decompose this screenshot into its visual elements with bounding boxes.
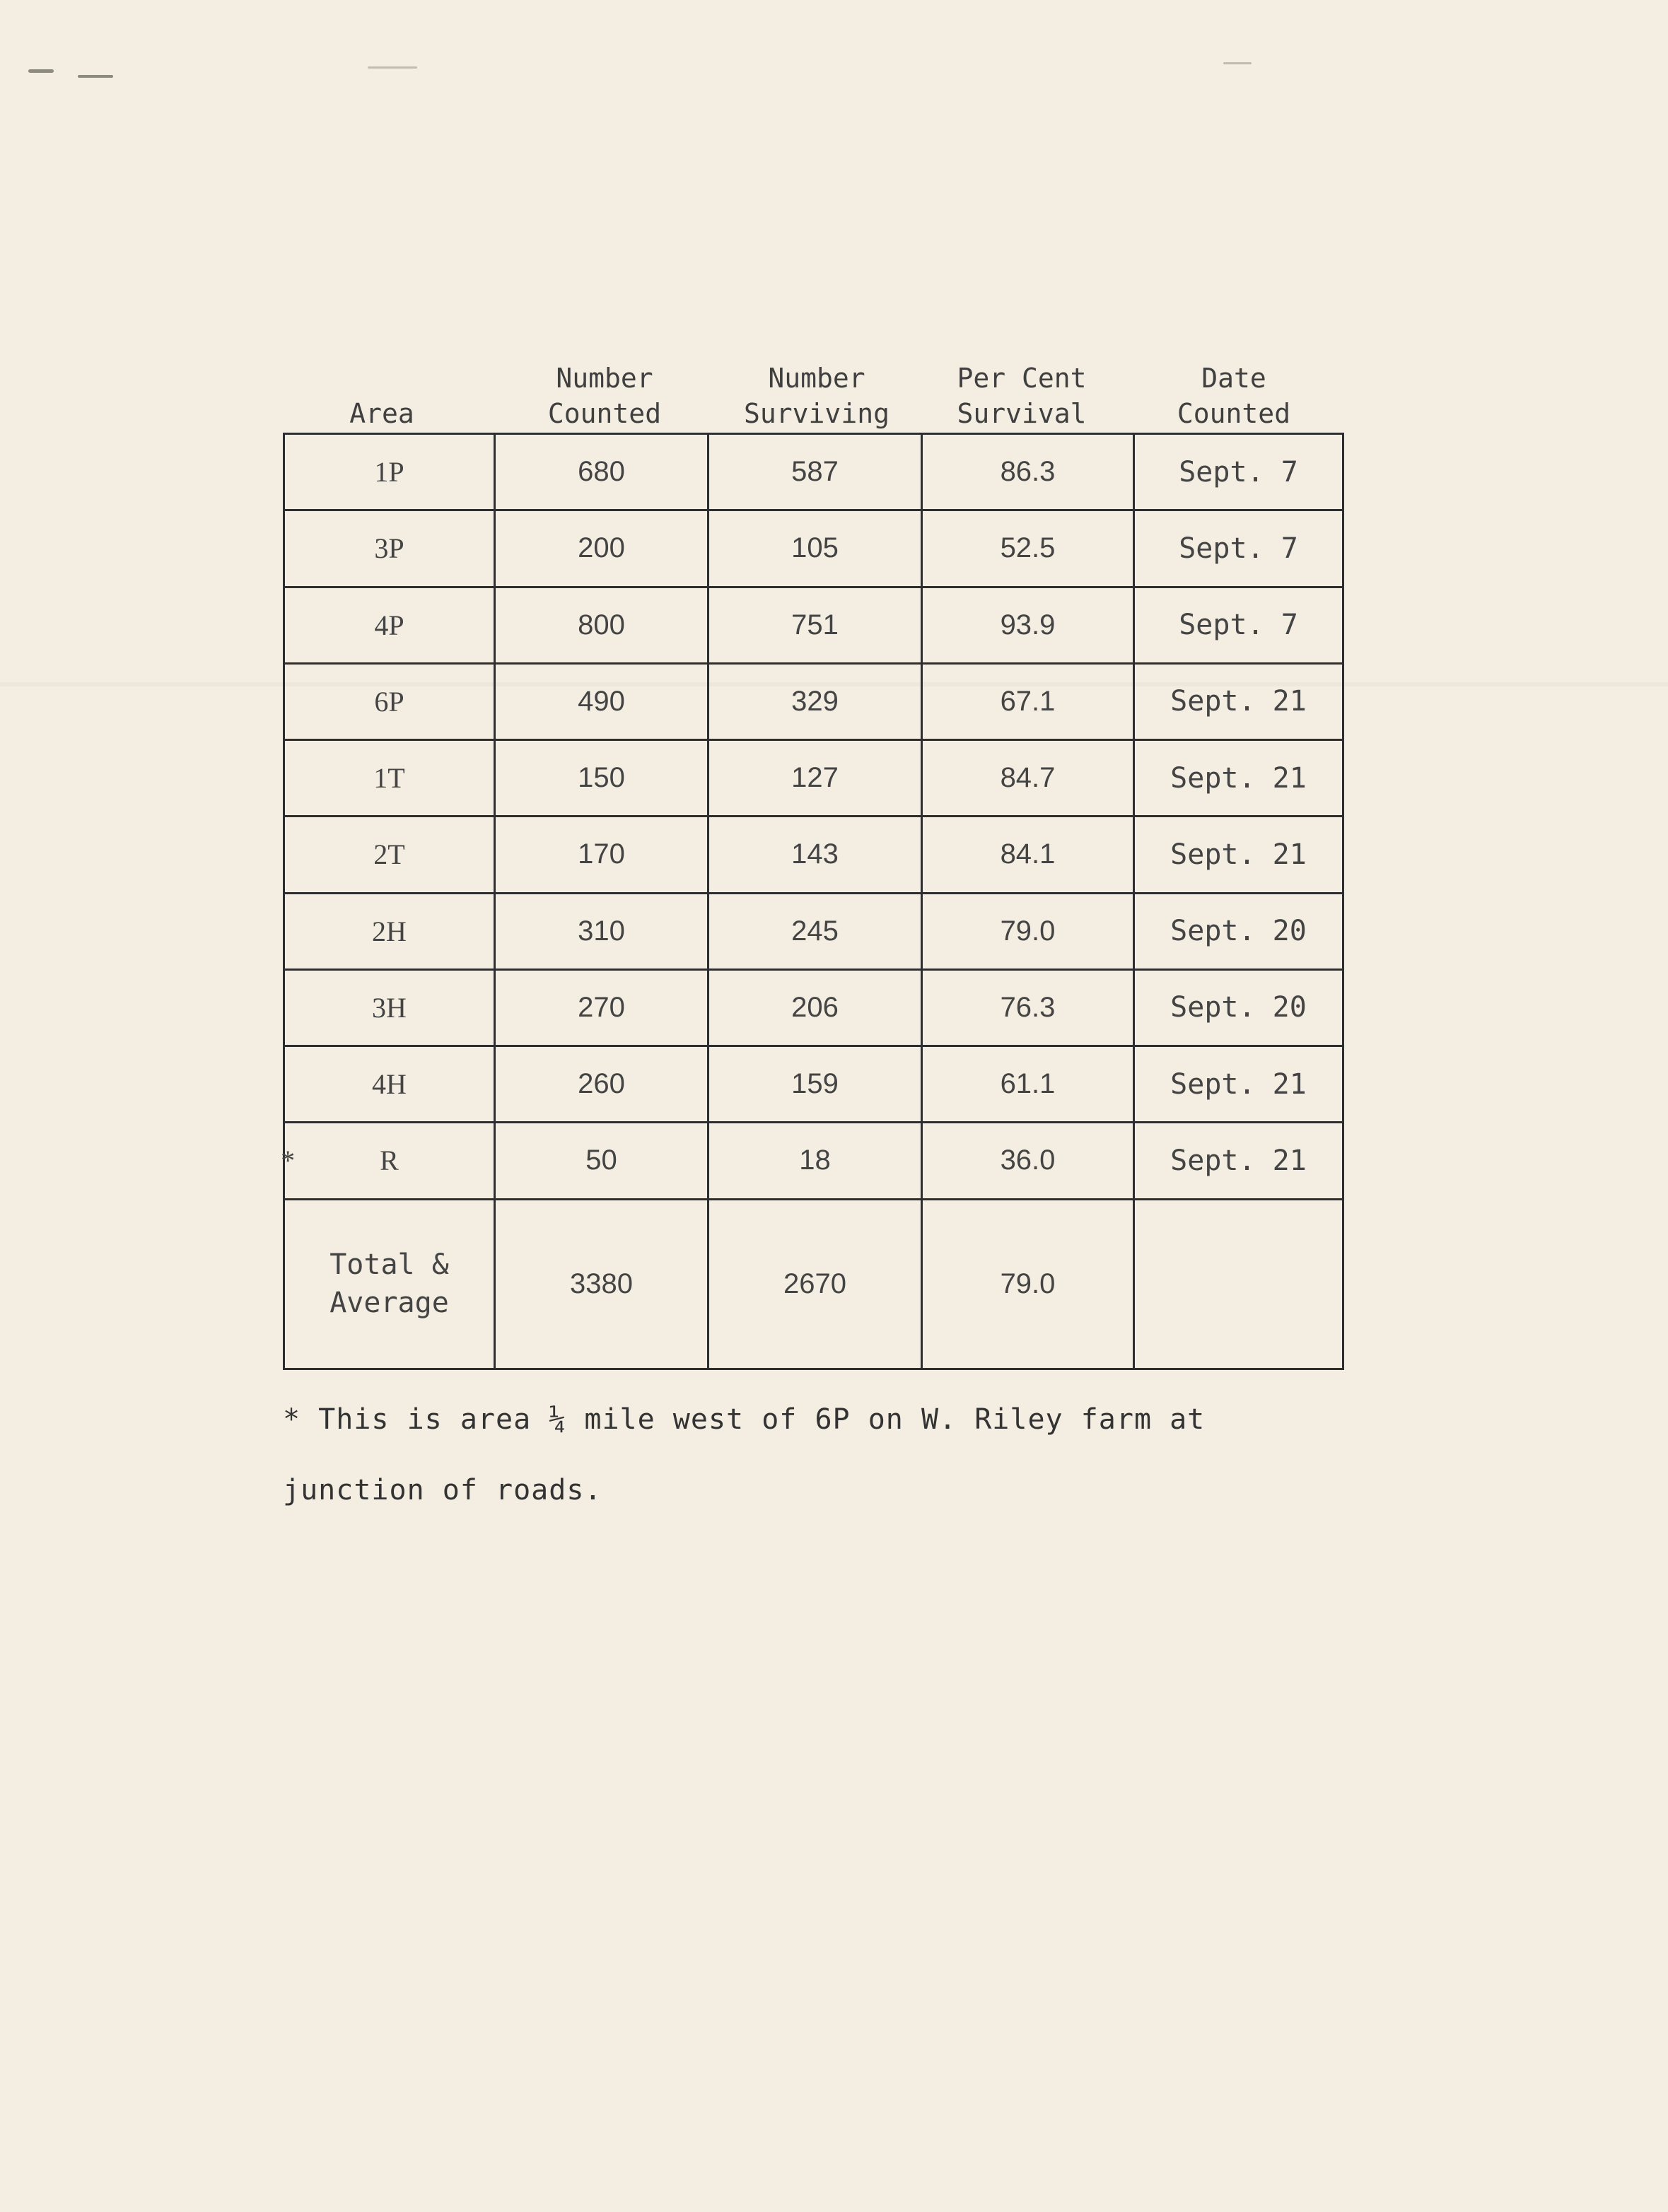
cell-number-surviving: 245	[708, 893, 922, 969]
cell-per-cent-survival: 61.1	[922, 1046, 1134, 1123]
table-row	[284, 740, 1343, 817]
cell-total-counted: 3380	[495, 1199, 708, 1369]
cell-number-surviving: 105	[708, 510, 922, 587]
area-label: 1P	[374, 456, 404, 488]
cell-area	[284, 510, 495, 587]
cell-area	[284, 969, 495, 1046]
paper-speck	[28, 69, 54, 73]
cell-number-counted: 200	[495, 510, 708, 587]
cell-number-counted: 50	[495, 1123, 708, 1199]
cell-area	[284, 817, 495, 893]
cell-date-counted: Sept. 21	[1134, 740, 1343, 817]
header-date-counted: Date Counted	[1177, 363, 1291, 429]
table-row	[284, 969, 1343, 1046]
cell-date-counted: Sept. 21	[1134, 1123, 1343, 1199]
cell-total-date	[1134, 1199, 1343, 1369]
cell-number-surviving: 206	[708, 969, 922, 1046]
cell-number-counted: 270	[495, 969, 708, 1046]
footnote-marker: *	[281, 1145, 296, 1177]
cell-per-cent-survival: 84.7	[922, 740, 1134, 817]
cell-date-counted: Sept. 20	[1134, 969, 1343, 1046]
area-label: 2T	[373, 838, 405, 871]
cell-per-cent-survival: 76.3	[922, 969, 1134, 1046]
cell-total-surviving: 2670	[708, 1199, 922, 1369]
cell-per-cent-survival: 79.0	[922, 893, 1134, 969]
cell-date-counted: Sept. 7	[1134, 434, 1343, 510]
cell-total-label	[284, 1199, 495, 1369]
cell-area	[281, 1123, 495, 1199]
cell-area	[284, 434, 495, 510]
cell-number-surviving: 143	[708, 817, 922, 893]
cell-area	[284, 740, 495, 817]
cell-per-cent-survival: 36.0	[922, 1123, 1134, 1199]
paper-speck	[1223, 62, 1252, 64]
cell-number-surviving: 18	[708, 1123, 922, 1199]
total-row	[284, 1199, 1343, 1369]
cell-date-counted: Sept. 7	[1134, 510, 1343, 587]
cell-number-counted: 310	[495, 893, 708, 969]
cell-per-cent-survival: 86.3	[922, 434, 1134, 510]
table-row	[284, 663, 1343, 739]
cell-number-surviving: 159	[708, 1046, 922, 1123]
paper-speck	[368, 66, 417, 69]
cell-number-counted: 260	[495, 1046, 708, 1123]
cell-number-counted: 490	[495, 663, 708, 739]
cell-per-cent-survival: 93.9	[922, 587, 1134, 663]
cell-area	[284, 1046, 495, 1123]
area-label: 2H	[372, 915, 407, 947]
cell-area	[284, 663, 495, 739]
cell-average-survival: 79.0	[922, 1199, 1134, 1369]
cell-per-cent-survival: 84.1	[922, 817, 1134, 893]
table-row	[284, 510, 1343, 587]
cell-date-counted: Sept. 21	[1134, 1046, 1343, 1123]
table-row	[284, 893, 1343, 969]
area-label: 4P	[374, 609, 404, 641]
header-per-cent-survival: Per Cent Survival	[957, 363, 1087, 429]
header-number-counted: Number Counted	[547, 363, 662, 429]
survival-table	[283, 433, 1344, 1370]
header-area: Area	[349, 398, 414, 429]
cell-number-surviving: 751	[708, 587, 922, 663]
table-row	[284, 587, 1343, 663]
cell-number-surviving: 587	[708, 434, 922, 510]
cell-number-counted: 170	[495, 817, 708, 893]
cell-date-counted: Sept. 21	[1134, 817, 1343, 893]
total-label-line: Average	[329, 1287, 449, 1320]
cell-number-surviving: 127	[708, 740, 922, 817]
cell-number-counted: 800	[495, 587, 708, 663]
footnote-line-1: * This is area ¼ mile west of 6P on W. Riley farm at	[283, 1403, 1206, 1436]
cell-area	[284, 893, 495, 969]
table-row	[284, 434, 1343, 510]
cell-number-counted: 680	[495, 434, 708, 510]
cell-number-counted: 150	[495, 740, 708, 817]
cell-date-counted: Sept. 21	[1134, 663, 1343, 739]
paper-speck	[78, 75, 113, 78]
cell-date-counted: Sept. 20	[1134, 893, 1343, 969]
table-row	[284, 817, 1343, 893]
cell-area	[284, 587, 495, 663]
area-label: 3P	[374, 532, 404, 565]
area-label: 4H	[372, 1068, 407, 1101]
header-number-surviving: Number Surviving	[744, 363, 890, 429]
total-label-line: Total &	[329, 1248, 449, 1282]
area-label: 6P	[374, 685, 404, 718]
table-row	[284, 1123, 1343, 1199]
area-label: R	[380, 1145, 399, 1177]
cell-per-cent-survival: 67.1	[922, 663, 1134, 739]
area-label: 1T	[373, 762, 405, 795]
footnote-line-2: junction of roads.	[283, 1474, 602, 1506]
cell-date-counted: Sept. 7	[1134, 587, 1343, 663]
cell-per-cent-survival: 52.5	[922, 510, 1134, 587]
area-label: 3H	[372, 991, 407, 1024]
table-row	[284, 1046, 1343, 1123]
cell-number-surviving: 329	[708, 663, 922, 739]
